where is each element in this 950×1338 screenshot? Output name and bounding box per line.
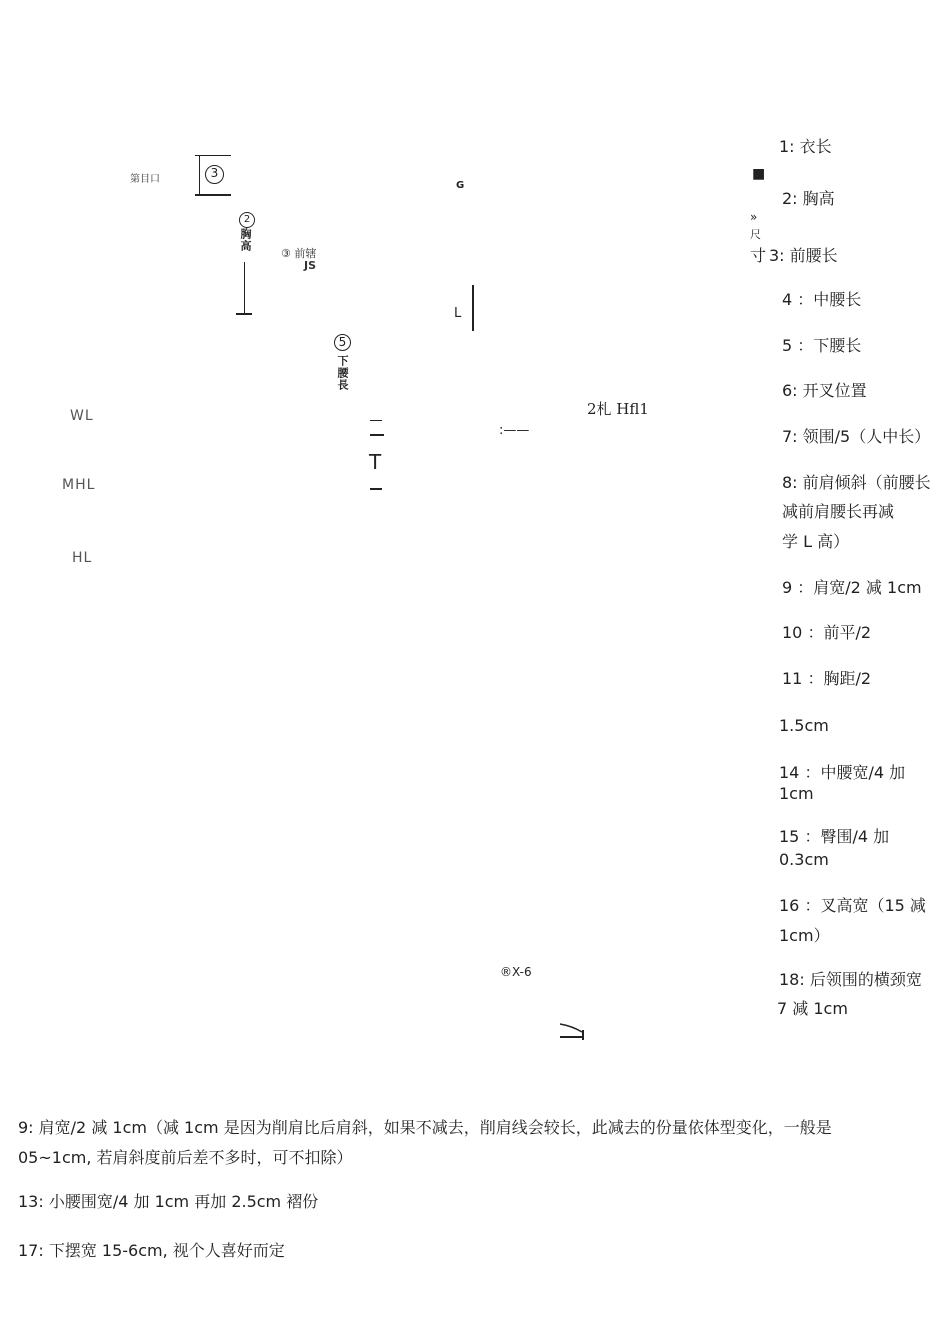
t-label: T: [369, 450, 382, 474]
l-vertical-line: [472, 285, 474, 331]
center-tick-2: [370, 434, 384, 436]
legend-side-mark-2: 尺: [750, 228, 761, 241]
legend-side-mark: »: [750, 210, 758, 224]
bottom-label: ®X-6: [500, 965, 532, 977]
legend-item: 5 ：下腰长: [782, 336, 862, 355]
legend-item: 14 ：中腰宽/4 加: [779, 763, 906, 782]
legend-item: 11 ：胸距/2: [782, 669, 872, 688]
wl-label: WL: [70, 408, 94, 424]
g-label: G: [456, 180, 465, 188]
circle-marker-3: 3: [205, 165, 224, 184]
legend-item: 6: 开叉位置: [782, 381, 867, 400]
legend-item: 1cm）: [779, 926, 830, 945]
note-line: 9: 肩宽/2 减 1cm（减 1cm 是因为削肩比后肩斜，如果不减去，削肩线会较长，此减去的份量依体型变化，一般是: [18, 1118, 832, 1137]
hem-curve-mark: [558, 1020, 588, 1042]
note-line: 05~1cm, 若肩斜度前后差不多时，可不扣除）: [18, 1148, 353, 1167]
legend-bullet: ■: [752, 166, 766, 182]
legend-item: 16 ：叉高宽（15 减: [779, 896, 926, 915]
l-label: L: [454, 306, 462, 321]
legend-item: 8: 前肩倾斜（前腰长: [782, 473, 931, 492]
legend-item: 减前肩腰长再减: [782, 502, 895, 521]
legend-item: 7: 领围/5（人中长）: [782, 427, 931, 446]
legend-item: 7 减 1cm: [777, 999, 848, 1018]
circle-marker-2: 2: [239, 212, 255, 228]
js-label: JS: [304, 259, 317, 272]
legend-item: 1cm: [779, 784, 814, 803]
legend-item: 10 ：前平/2: [782, 623, 872, 642]
note-line: 17: 下摆宽 15-6cm, 视个人喜好而定: [18, 1241, 285, 1260]
legend-item: 1.5cm: [779, 716, 829, 735]
legend-item: 4 ：中腰长: [782, 290, 862, 309]
circle-marker-5: 5: [334, 334, 351, 351]
legend-item: 3: 前腰长: [769, 246, 838, 265]
mid-label: 2札 Hfl1: [587, 400, 649, 418]
legend-item: 15 ：臀围/4 加: [779, 827, 890, 846]
center-tick-1: [370, 420, 382, 421]
lower-waist-label: 下腰長: [336, 355, 349, 391]
marker-vertical-line: [199, 155, 200, 195]
legend-item: 1: 衣长: [779, 137, 832, 156]
legend-item: 18: 后领围的横颈宽: [779, 970, 922, 989]
legend-side-prefix: 寸: [750, 246, 767, 265]
front-waist-label: ③ 前辖: [281, 247, 317, 260]
mhl-label: MHL: [62, 477, 96, 493]
bust-arrow-base: [236, 313, 252, 315]
legend-item: 9 ：肩宽/2 减 1cm: [782, 578, 922, 597]
legend-item: 2: 胸高: [782, 189, 835, 208]
legend-item: 0.3cm: [779, 850, 829, 869]
dash-label: :——: [499, 423, 530, 438]
bust-height-label: 胸高: [239, 228, 252, 252]
center-tick-3: [370, 488, 382, 490]
hl-label: HL: [72, 550, 93, 566]
top-left-label: 第目口: [130, 174, 160, 185]
marker-top-line: [195, 155, 231, 156]
note-line: 13: 小腰围宽/4 加 1cm 再加 2.5cm 褶份: [18, 1192, 319, 1211]
marker-bottom-line: [195, 194, 231, 196]
legend-item: 学 L 高）: [782, 532, 850, 551]
bust-arrow-line: [244, 262, 245, 314]
